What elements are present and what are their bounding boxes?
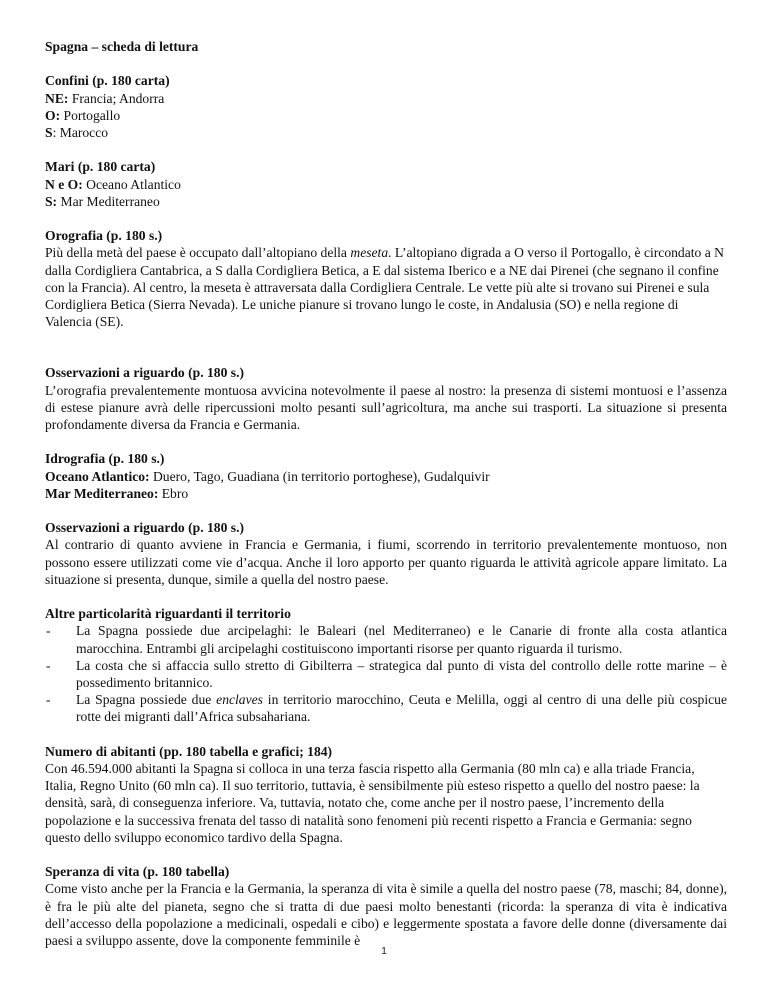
emphasis-enclaves: enclaves — [216, 692, 263, 708]
emphasis-meseta: meseta — [350, 245, 389, 261]
section-body: Con 46.594.000 abitanti la Spagna si colloca in una terza fascia rispetto alla Germania (80 mln ca) e alla triade Francia, Italia, Regno Unito (60 mln ca). Il suo territorio, tuttavia, è sensibilmente più esteso rispetto a quello del nostro paese: la densità, sarà, di conseguenza inferiore. Va, tuttavia, notato che, come anche per il nostro paese, l’incremento della popolazione e la successiva frenata del tasso di natalità sono fenomeni più recenti rispetto a Francia e Germania: segno questo dello sviluppo economico tardivo della Spagna. — [45, 761, 700, 845]
item-key: S: — [45, 193, 58, 209]
list-item — [45, 468, 727, 485]
page-number: 1 — [381, 945, 387, 957]
list-item — [45, 691, 727, 725]
section-heading: Idrografia (p. 180 s.) — [45, 451, 165, 467]
item-value: Portogallo — [60, 107, 121, 123]
section-heading: Orografia (p. 180 s.) — [45, 228, 163, 244]
list-item — [45, 107, 727, 124]
item-value: Duero, Tago, Guadiana (in territorio portoghese), Gudalquivir — [149, 468, 490, 484]
section-body: Come visto anche per la Francia e la Germania, la speranza di vita è simile a quella del nostro paese (78, maschi; 84, donne), è fra le più alte del pianeta, segno che si tratta di due paesi molto benestanti (ricorda: la speranza di vita è indicativa dell’accesso della popolazione a medicinali, ospedali e cibo) e leggermente spostata a favore delle donne (diversamente dai paesi a sviluppo assente, dove la componente femminile è — [45, 881, 727, 949]
section-heading: Mari (p. 180 carta) — [45, 159, 156, 175]
list-item — [45, 90, 727, 107]
section-body: L’orografia prevalentemente montuosa avvicina notevolmente il paese al nostro: la presenza di sistemi montuosi e l’assenza di estese pianure avrà delle ripercussioni molto pesanti sull’agricoltura, ma anche sui trasporti. La situazione si presenta profondamente diversa da Francia e Germania. — [45, 382, 727, 433]
list-item: - La Spagna possiede due arcipelaghi: le Baleari (nel Mediterraneo) e le Canarie di fronte alla costa atlantica marocchina. Entrambi gli arcipelaghi costituiscono importanti risorse per quanto riguarda il turismo. — [45, 622, 727, 656]
section-speranza-di-vita — [45, 863, 727, 949]
item-value: Oceano Atlantico — [82, 176, 181, 192]
body-text: Più della metà del paese è occupato dall’altopiano della — [45, 245, 351, 261]
item-value: : Marocco — [52, 125, 109, 140]
section-osservazioni-1 — [45, 364, 727, 433]
section-orografia — [45, 227, 727, 330]
section-osservazioni-2 — [45, 519, 727, 588]
item-key: Oceano Atlantico: — [45, 468, 150, 484]
list-item: - La costa che si affaccia sullo stretto di Gibilterra – strategica dal punto di vista del controllo delle rotte marine – è possedimento britannico. — [45, 657, 727, 691]
document-page — [45, 38, 727, 949]
section-heading: Confini (p. 180 carta) — [45, 73, 170, 89]
section-body: Al contrario di quanto avviene in Francia e Germania, i fiumi, scorrendo in territorio prevalentemente montuoso, non possono essere utilizzati come vie d’acqua. Anche il loro apporto per quanto riguarda le attività agricole appare limitato. La situazione si presenta, dunque, simile a quella del nostro paese. — [45, 537, 727, 587]
section-altre-particolarita — [45, 605, 727, 725]
bullet-list — [45, 622, 727, 725]
body-text: La Spagna possiede due — [76, 692, 217, 708]
item-key: S — [45, 125, 53, 140]
body-text: in territorio marocchino, Ceuta e Melilla, oggi al centro di una delle più cospicue rotte dei migranti dall’Africa subsahariana. — [76, 692, 727, 725]
item-value: Francia; Andorra — [68, 90, 165, 106]
section-heading: Speranza di vita (p. 180 tabella) — [45, 864, 230, 880]
list-item — [45, 176, 727, 193]
list-item — [45, 193, 727, 210]
body-text: . L’altopiano digrada a O verso il Portogallo, è circondato a N dalla Cordigliera Cantabrica, a S dalla Cordigliera Betica, a E dal sistema Iberico e a NE dai Pirenei (che segnano il confine con la Francia). Al centro, la meseta è attraversata dalla Cordigliera Centrale. Le vette più alte si trovano sui Pirenei e sula Cordigliera Betica (Sierra Nevada). Le uniche pianure si trovano lungo le coste, in Andalusia (SO) e nella regione di Valencia (SE). — [45, 245, 724, 330]
section-mari — [45, 158, 727, 210]
section-heading: Osservazioni a riguardo (p. 180 s.) — [45, 365, 244, 381]
section-confini — [45, 72, 727, 141]
section-abitanti — [45, 743, 727, 846]
list-item — [45, 124, 727, 141]
section-body — [45, 244, 727, 330]
section-heading: Osservazioni a riguardo (p. 180 s.) — [45, 520, 244, 536]
item-key: Mar Mediterraneo: — [45, 485, 159, 501]
section-heading: Altre particolarità riguardanti il territorio — [45, 606, 291, 622]
section-idrografia — [45, 450, 727, 502]
item-key: N e O: — [45, 176, 83, 192]
item-value: Ebro — [158, 485, 189, 501]
document-title: Spagna – scheda di lettura — [45, 39, 199, 54]
item-key: NE: — [45, 90, 69, 106]
item-key: O: — [45, 107, 61, 123]
section-heading: Numero di abitanti (pp. 180 tabella e grafici; 184) — [45, 743, 333, 759]
list-item — [45, 485, 727, 502]
item-value: Mar Mediterraneo — [57, 193, 160, 209]
